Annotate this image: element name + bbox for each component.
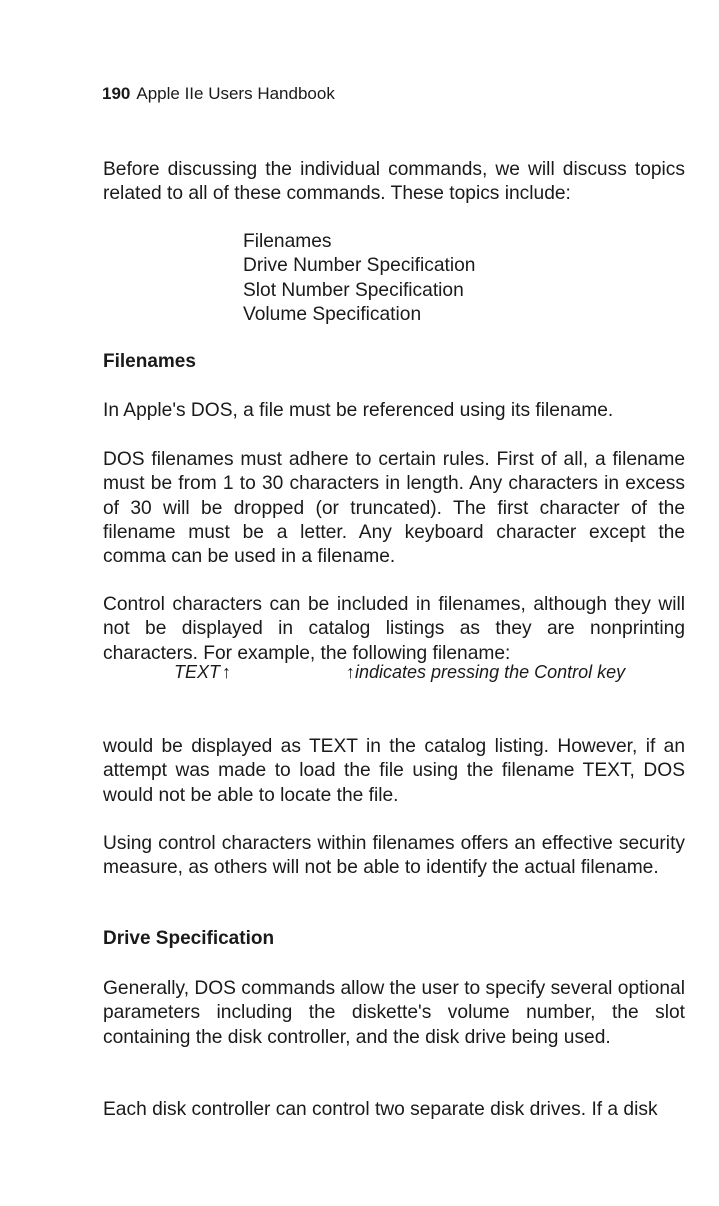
running-header xyxy=(102,84,335,104)
page-number: 190 xyxy=(102,84,131,103)
filenames-heading: Filenames xyxy=(103,351,196,372)
up-arrow-icon: ↑ xyxy=(346,662,355,682)
drive-paragraph-1: Generally, DOS commands allow the user to specify several optional parameters including the diskette's volume number, the slot containing the disk controller, and the disk drive being used. xyxy=(103,978,685,1048)
filenames-paragraph-5: Using control characters within filenames offers an effective security measure, as others will not be able to identify the actual filename. xyxy=(103,833,685,879)
drive-paragraph-2: Each disk controller can control two separate disk drives. If a disk xyxy=(103,1099,658,1120)
topics-list xyxy=(243,230,475,327)
topic-item: Drive Number Specification xyxy=(243,255,476,277)
drive-specification-heading: Drive Specification xyxy=(103,928,275,949)
book-title: Apple IIe Users Handbook xyxy=(136,84,335,103)
example-note xyxy=(344,662,625,683)
example-filename-text: TEXT xyxy=(174,662,221,682)
up-arrow-icon: ↑ xyxy=(222,662,232,682)
filenames-paragraph-1: In Apple's DOS, a file must be referenced using its filename. xyxy=(103,400,614,421)
filenames-paragraph-3: Control characters can be included in filenames, although they will not be displayed in catalog listings as they are nonprinting characters. For example, the following filename: xyxy=(103,594,685,664)
example-note-text: indicates pressing the Control key xyxy=(355,662,626,682)
example-filename xyxy=(174,662,231,683)
filenames-paragraph-4: would be displayed as TEXT in the catalog listing. However, if an attempt was made to load the file using the filename TEXT, DOS would not be able to locate the file. xyxy=(103,736,685,806)
intro-paragraph: Before discussing the individual commands, we will discuss topics related to all of these commands. These topics include: xyxy=(103,159,685,205)
topic-item: Slot Number Specification xyxy=(243,279,464,301)
topic-item: Volume Specification xyxy=(243,303,422,325)
filenames-paragraph-2: DOS filenames must adhere to certain rules. First of all, a filename must be from 1 to 30 characters in length. Any characters in excess of 30 will be dropped (or truncated). The first character of the filename must be a letter. Any keyboard character except the comma can be used in a filename. xyxy=(103,449,685,568)
topic-item: Filenames xyxy=(243,231,332,252)
